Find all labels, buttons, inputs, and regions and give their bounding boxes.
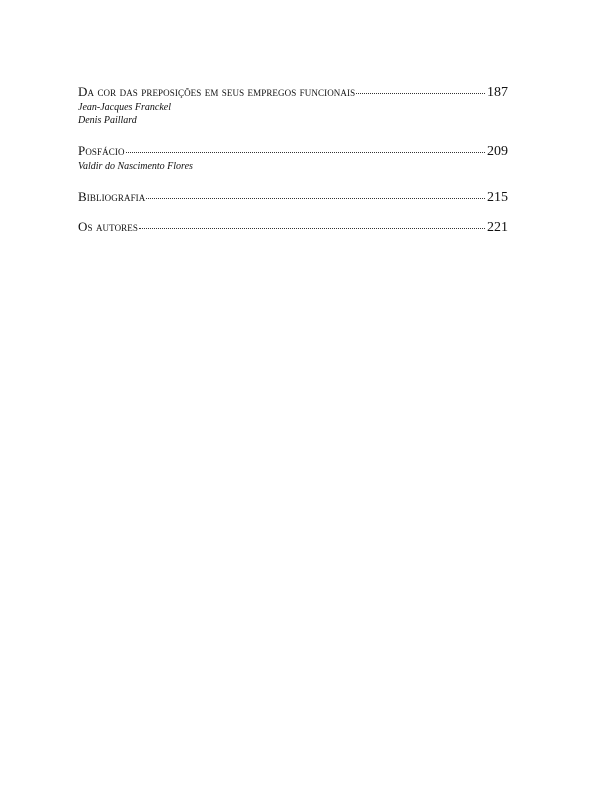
toc-page-number: 209: [487, 144, 508, 159]
toc-entry-title: Da cor das preposições em seus empregos funcionais: [78, 84, 356, 99]
dot-leader: [146, 198, 485, 199]
toc-line: [78, 143, 508, 160]
toc-entry-os-autores: [78, 219, 508, 236]
toc-author: Denis Paillard: [78, 115, 137, 126]
toc-page-number: 215: [487, 190, 508, 205]
toc-entry-preposicoes: [78, 84, 508, 127]
dot-leader: [356, 93, 485, 94]
toc-line: [78, 84, 508, 101]
table-of-contents: [78, 84, 508, 252]
dot-leader: [139, 228, 485, 229]
toc-author: Valdir do Nascimento Flores: [78, 161, 193, 172]
toc-line: [78, 219, 508, 236]
toc-entry-title: Os autores: [78, 219, 138, 234]
toc-entry-title: Posfácio: [78, 143, 125, 158]
toc-author: Jean-Jacques Franckel: [78, 102, 172, 113]
toc-entry-bibliografia: [78, 189, 508, 206]
dot-leader: [126, 152, 485, 153]
toc-page-number: 187: [487, 85, 508, 100]
toc-page-number: 221: [487, 220, 508, 235]
toc-line: [78, 189, 508, 206]
toc-entry-posfacio: [78, 143, 508, 173]
toc-entry-title: Bibliografia: [78, 189, 146, 204]
